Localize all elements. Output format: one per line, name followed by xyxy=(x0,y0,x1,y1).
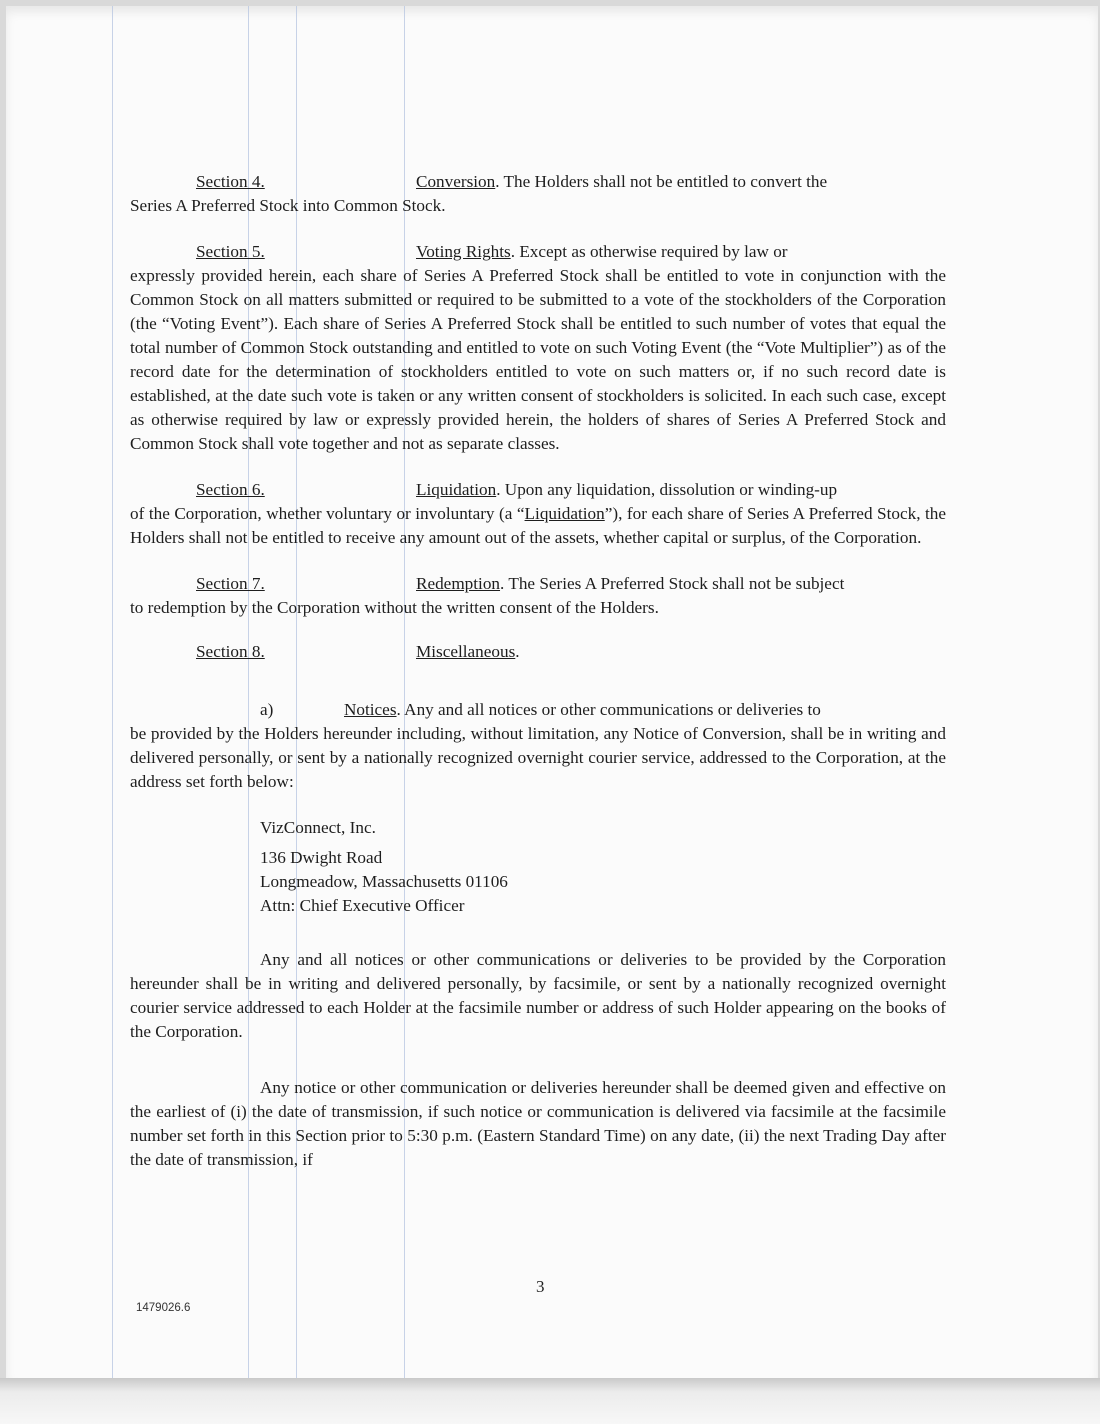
notices-paragraph-3: Any notice or other communication or deliveries hereunder shall be deemed given and effective on the earliest of (i) the date of transmission, if such notice or communication is delivered via facsimile at the facsimile number set forth in this Section prior to 5:30 p.m. (Eastern Standard Time) on any date, (ii) the next Trading Day after the date of transmission, if xyxy=(130,1078,946,1169)
page-number: 3 xyxy=(536,1277,545,1296)
section-6-label: Section 6. xyxy=(196,480,265,499)
notices-body: be provided by the Holders hereunder including, without limitation, any Notice of Conversion, shall be in writing and delivered personally, or sent by a nationally recognized overnight courier service, addressed to the Corporation, at the address set forth below: xyxy=(130,724,946,791)
section-8-label: Section 8. xyxy=(196,642,265,661)
document-id: 1479026.6 xyxy=(136,1302,191,1314)
section-7-title: Redemption xyxy=(416,574,501,593)
notices-heading xyxy=(130,698,946,722)
scan-edge xyxy=(0,1378,1100,1424)
notices-title: Notices xyxy=(344,700,397,719)
section-5-body: expressly provided herein, each share of Series A Preferred Stock shall be entitled to vote in conjunction with the Common Stock on all matters submitted or required to be submitted to a vote of the stockholders of the Corporation (the “Voting Event”). Each share of Series A Preferred Stock shall be entitled to such number of votes that equal the total number of Common Stock outstanding and entitled to vote on such Voting Event (the “Vote Multiplier”) as of the record date for the determination of stockholders entitled to vote on such matters or, if no such record date is established, at the date such vote is taken or any written consent of stockholders is solicited. In each such case, except as otherwise required by law or expressly provided herein, the holders of shares of Series A Preferred Stock and Common Stock shall vote together and not as separate classes. xyxy=(130,266,946,453)
section-4-lead: . The Holders shall not be entitled to convert the xyxy=(495,172,828,191)
section-4-body: Series A Preferred Stock into Common Stock. xyxy=(130,196,446,215)
section-6-heading xyxy=(130,478,946,502)
section-4-label: Section 4. xyxy=(196,172,265,191)
address-street: 136 Dwight Road xyxy=(260,848,383,867)
section-7-label: Section 7. xyxy=(196,574,265,593)
section-7-lead: . The Series A Preferred Stock shall not be subject xyxy=(500,574,845,593)
section-6-body: of the Corporation, whether voluntary or involuntary (a “Liquidation”), for each share of Series A Preferred Stock, the Holders shall not be entitled to receive any amount out of the assets, whether capital or surplus, of the Corporation. xyxy=(130,504,947,547)
address-block xyxy=(130,816,946,918)
item-letter: a) xyxy=(260,700,274,719)
address-city: Longmeadow, Massachusetts 01106 xyxy=(260,872,508,891)
section-4-heading xyxy=(130,170,946,194)
section-4-title: Conversion xyxy=(416,172,496,191)
section-7-heading xyxy=(130,572,946,596)
section-8-title: Miscellaneous xyxy=(416,642,516,661)
notices-paragraph-2: Any and all notices or other communications or deliveries to be provided by the Corporation hereunder shall be in writing and delivered personally, by facsimile, or sent by a nationally recognized overnight courier service addressed to each Holder at the facsimile number or address of such Holder appearing on the books of the Corporation. xyxy=(130,950,946,1041)
section-8-heading: Section 8. Miscellaneous. xyxy=(130,640,946,664)
section-5-heading xyxy=(130,240,946,264)
section-5-title: Voting Rights xyxy=(416,242,511,261)
section-5-label: Section 5. xyxy=(196,242,265,261)
document-page xyxy=(6,6,1098,1380)
address-attention: Attn: Chief Executive Officer xyxy=(260,896,465,915)
defined-term-liquidation: Liquidation xyxy=(524,504,605,523)
notices-lead: . Any and all notices or other communications or deliveries to xyxy=(396,700,821,719)
section-6-lead: . Upon any liquidation, dissolution or winding-up xyxy=(496,480,838,499)
scan-line xyxy=(112,6,113,1380)
section-7-body: to redemption by the Corporation without the written consent of the Holders. xyxy=(130,598,659,617)
section-6-title: Liquidation xyxy=(416,480,497,499)
section-5-lead: . Except as otherwise required by law or xyxy=(510,242,788,261)
address-company: VizConnect, Inc. xyxy=(260,818,376,837)
document-body xyxy=(130,170,946,1172)
